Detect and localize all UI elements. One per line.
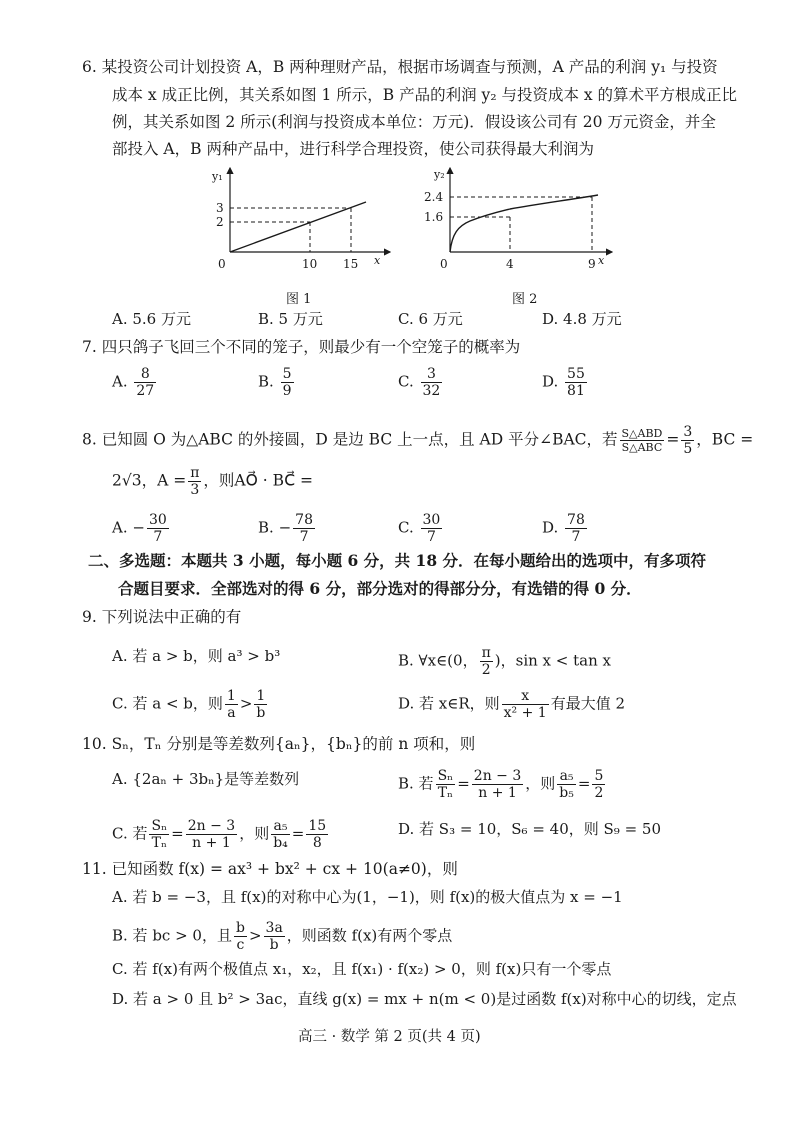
option-label: B.: [258, 518, 274, 537]
fig2-ytick-2.4: 2.4: [424, 190, 444, 204]
fig1-xtick-10: 10: [302, 257, 318, 271]
frac-num: π: [481, 645, 491, 661]
q6-line-3: 例，其关系如图 2 所示(利润与投资成本单位：万元)．假设该公司有 20 万元资金，并全: [112, 113, 716, 131]
q7-option-a: [112, 366, 158, 399]
figure-1-caption: 图 1: [286, 292, 312, 307]
text: =: [577, 774, 591, 793]
frac-num: a₅: [271, 818, 290, 835]
frac-num: 2n − 3: [187, 818, 236, 834]
text: =: [291, 824, 305, 843]
q6-option-a: A. 5.6 万元: [112, 310, 191, 328]
frac-den: a: [227, 705, 236, 721]
frac-num: S△ABD: [621, 427, 663, 440]
fig1-ytick-3: 3: [216, 201, 224, 215]
q8-line-1: [82, 424, 753, 457]
fig1-ytick-2: 2: [216, 215, 224, 229]
text: ，则: [239, 824, 270, 843]
q6-line-2: 成本 x 成正比例，其关系如图 1 所示，B 产品的利润 y₂ 与投资成本 x 的算术平方根成正比: [112, 86, 738, 104]
frac-den: b: [256, 705, 266, 721]
text: B. ∀x∈(0，: [398, 651, 478, 670]
text: =: [457, 774, 470, 793]
text: ，则函数 f(x)有两个零点: [286, 926, 453, 945]
frac-den: 32: [422, 383, 441, 399]
frac-den: S△ABC: [621, 441, 663, 454]
frac-den: 7: [571, 529, 581, 545]
frac-num: 5: [594, 768, 604, 784]
q9-option-c: [112, 688, 269, 721]
frac-num: 30: [148, 512, 167, 528]
frac-num: 3: [421, 366, 443, 383]
q7-option-c: [398, 366, 444, 399]
sign: −: [278, 518, 292, 537]
page-footer: 高三 · 数学 第 2 页(共 4 页): [298, 1029, 481, 1045]
fig2-xlabel: x: [598, 254, 605, 267]
text: )，sin x < tan x: [494, 651, 611, 670]
q7-option-b: [258, 366, 296, 399]
frac-num: Sₙ: [151, 818, 168, 834]
frac-num: a₅: [557, 768, 576, 785]
sign: −: [132, 518, 145, 537]
frac-den: Tₙ: [151, 835, 168, 851]
q11-stem: 11. 已知函数 f(x) = ax³ + bx² + cx + 10(a≠0)，则: [82, 860, 458, 878]
q11-option-c: C. 若 f(x)有两个极值点 x₁，x₂，且 f(x₁) · f(x₂) > 0，则 f(x)只有一个零点: [112, 960, 612, 978]
section-2-heading-line-1: 二、多选题：本题共 3 小题，每小题 6 分，共 18 分．在每小题给出的选项中，有多项符: [88, 551, 707, 570]
frac-den: b₅: [559, 785, 574, 801]
text: =: [171, 824, 184, 843]
text: >: [239, 694, 253, 713]
frac-den: n + 1: [478, 785, 517, 801]
fig2-ytick-1.6: 1.6: [424, 210, 444, 224]
q10-option-b: [398, 768, 607, 801]
frac-den: 7: [299, 529, 309, 545]
frac-den: 5: [683, 441, 693, 457]
fig2-ylabel: y₂: [434, 168, 445, 181]
frac-den: 8: [312, 835, 322, 851]
q10-option-d: D. 若 S₃ = 10，S₆ = 40，则 S₉ = 50: [398, 820, 662, 838]
option-label: D.: [542, 518, 559, 537]
text: B. 若: [398, 774, 434, 793]
fig1-ylabel: y₁: [212, 170, 223, 183]
text: >: [248, 926, 262, 945]
q11-option-d: D. 若 a > 0 且 b² > 3ac，直线 g(x) = mx + n(m < 0)是过函数 f(x)对称中心的切线，定点: [112, 990, 737, 1008]
fig1-xlabel: x: [374, 254, 381, 267]
fig2-xtick-9: 9: [588, 257, 596, 271]
option-label: D.: [542, 372, 559, 391]
frac-den: 81: [567, 383, 585, 399]
q10-stem: 10. Sₙ，Tₙ 分别是等差数列{aₙ}，{bₙ}的前 n 项和，则: [82, 735, 476, 753]
frac-num: 2n − 3: [473, 768, 522, 784]
frac-num: x: [502, 688, 549, 705]
q7-stem: 7. 四只鸽子飞回三个不同的笼子，则最少有一个空笼子的概率为: [82, 338, 521, 356]
q8-text-2b: ，则AO⃗ · BC⃗ =: [203, 471, 314, 490]
frac-num: 3: [683, 424, 693, 440]
q10-option-c: [112, 818, 330, 851]
frac-num: b: [235, 920, 245, 936]
q9-option-a: A. 若 a > b，则 a³ > b³: [112, 647, 281, 665]
text: D. 若 x∈R，则: [398, 694, 500, 713]
option-label: A.: [112, 518, 128, 537]
text: ，则: [525, 774, 556, 793]
frac-den: Tₙ: [437, 785, 454, 801]
frac-den: x² + 1: [503, 705, 547, 721]
text: 有最大值 2: [550, 694, 626, 713]
q8-option-d: [542, 512, 589, 545]
frac-den: 7: [426, 529, 436, 545]
fig2-curve: [450, 195, 598, 252]
frac-den: 3: [190, 482, 200, 498]
q11-option-b: [112, 920, 452, 953]
option-label: C.: [398, 518, 414, 537]
q9-stem: 9. 下列说法中正确的有: [82, 608, 242, 626]
frac-den: 9: [282, 383, 292, 399]
frac-num: Sₙ: [437, 768, 454, 784]
frac-num: 3a: [265, 920, 283, 936]
text: C. 若 a < b，则: [112, 694, 223, 713]
q10-option-a: A. {2aₙ + 3bₙ}是等差数列: [112, 770, 300, 788]
text: B. 若 bc > 0，且: [112, 926, 232, 945]
q9-option-d: [398, 688, 625, 721]
frac-den: c: [236, 937, 245, 953]
frac-num: 1: [254, 688, 267, 705]
option-label: B.: [258, 372, 274, 391]
fig1-xtick-15: 15: [343, 257, 359, 271]
text: C. 若: [112, 824, 148, 843]
q8-text-1b: ，BC =: [696, 430, 754, 449]
q9-option-b: [398, 645, 611, 678]
q6-option-d: D. 4.8 万元: [542, 310, 622, 328]
fig2-origin: 0: [440, 257, 448, 271]
option-label: A.: [112, 372, 128, 391]
frac-den: 2: [594, 785, 604, 801]
frac-num: 8: [134, 366, 156, 383]
frac-den: 7: [153, 529, 163, 545]
q11-option-a: A. 若 b = −3，且 f(x)的对称中心为(1，−1)，则 f(x)的极大值点为 x = −1: [112, 888, 623, 906]
frac-num: 78: [567, 512, 585, 528]
q6-line-1: 6. 某投资公司计划投资 A，B 两种理财产品，根据市场调查与预测，A 产品的利润 y₁ 与投资: [82, 58, 718, 76]
frac-num: 30: [422, 512, 441, 528]
frac-den: 27: [136, 383, 155, 399]
figure-2-graph: [418, 164, 618, 276]
q8-text-1a: 8. 已知圆 O 为△ABC 的外接圆，D 是边 BC 上一点，且 AD 平分∠BAC，若: [82, 430, 618, 449]
figure-2-caption: 图 2: [512, 292, 538, 307]
q8-option-b: [258, 512, 317, 545]
section-2-heading-line-2: 合题目要求．全部选对的得 6 分，部分选对的得部分分，有选错的得 0 分．: [118, 579, 642, 598]
frac-den: n + 1: [192, 835, 231, 851]
option-label: C.: [398, 372, 414, 391]
frac-num: 15: [308, 818, 327, 834]
frac-den: 2: [481, 662, 491, 678]
frac-num: 55: [567, 366, 585, 382]
frac-num: 78: [295, 512, 313, 528]
q7-option-d: [542, 366, 589, 399]
frac-num: π: [190, 465, 200, 481]
q8-eq: =: [666, 430, 680, 449]
frac-num: 5: [282, 366, 292, 382]
q8-text-2a: 2√3，A =: [112, 471, 187, 490]
q8-option-c: [398, 512, 444, 545]
fig2-xtick-4: 4: [506, 257, 514, 271]
q6-line-4: 部投入 A，B 两种产品中，进行科学合理投资，使公司获得最大利润为: [112, 140, 594, 158]
frac-den: b: [269, 937, 279, 953]
q8-option-a: [112, 512, 171, 545]
figure-1-graph: [196, 164, 396, 276]
fig1-line: [230, 202, 366, 252]
q6-option-c: C. 6 万元: [398, 310, 463, 328]
q6-option-b: B. 5 万元: [258, 310, 323, 328]
frac-num: 1: [226, 688, 236, 704]
q8-line-2: [112, 465, 313, 498]
fig1-origin: 0: [218, 257, 226, 271]
frac-den: b₄: [273, 835, 288, 851]
